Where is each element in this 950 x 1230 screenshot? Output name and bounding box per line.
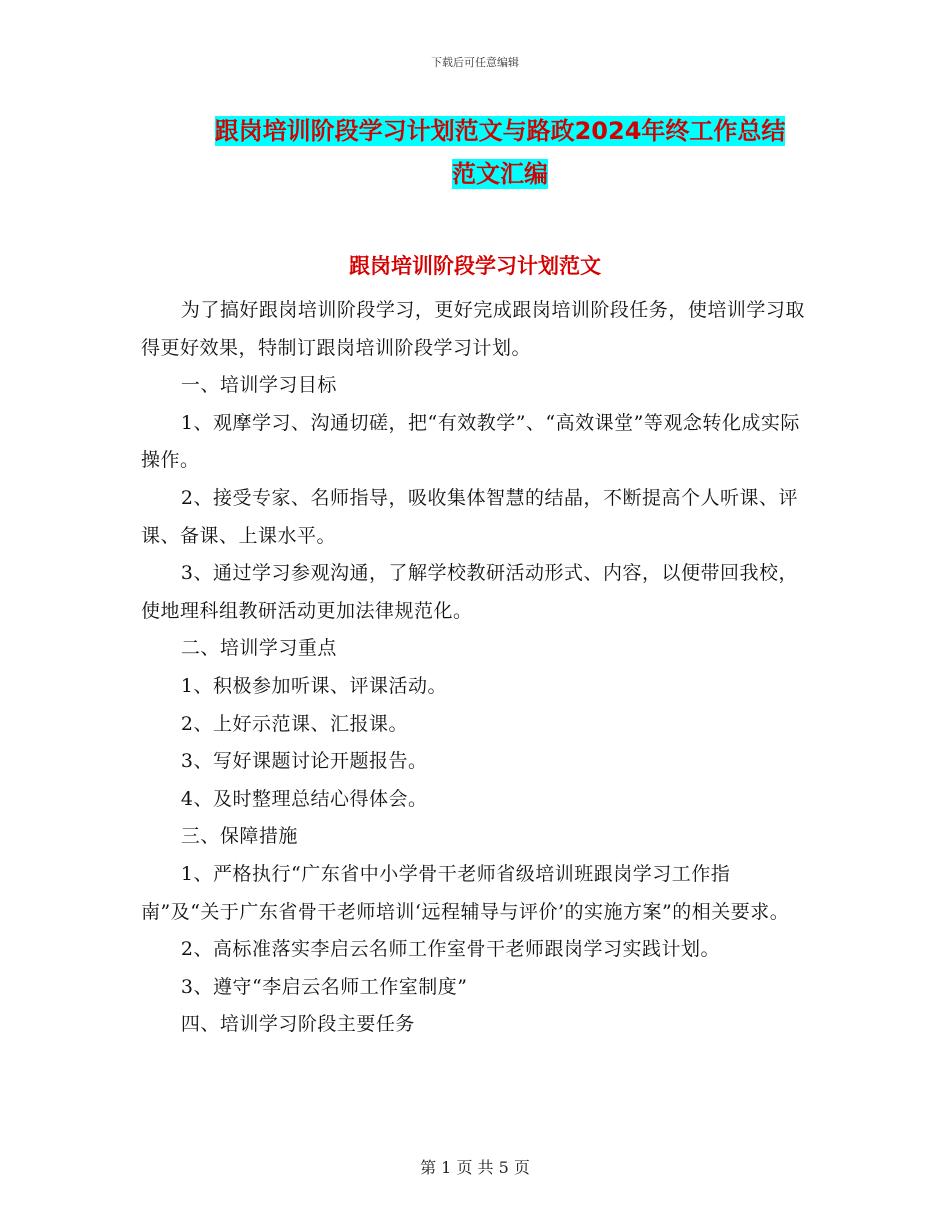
paragraph: 3、写好课题讨论开题报告。: [180, 750, 428, 773]
paragraph: 1、严格执行“广东省中小学骨干老师省级培训班跟岗学习工作指南”及“关于广东省骨干老师培训‘远程辅导与评价’的实施方案”的相关要求。: [141, 862, 790, 923]
paragraph: 2、高标准落实李启云名师工作室骨干老师跟岗学习实践计划。: [180, 938, 720, 961]
heading-goals: 一、培训学习目标: [180, 374, 337, 397]
document-title-line-1: 跟岗培训阶段学习计划范文与路政2024年终工作总结: [214, 117, 786, 145]
section-title: 跟岗培训阶段学习计划范文: [349, 254, 601, 278]
heading-tasks: 四、培训学习阶段主要任务: [180, 1013, 415, 1036]
paragraph: 为了搞好跟岗培训阶段学习，更好完成跟岗培训阶段任务，使培训学习取得更好效果，特制订跟岗培训阶段学习计划。: [141, 299, 805, 359]
header-note: 下载后可任意编辑: [431, 56, 519, 69]
document-title: [100, 110, 900, 196]
paragraph: 1、积极参加听课、评课活动。: [180, 674, 447, 697]
document-title-line-2: 范文汇编: [452, 160, 548, 188]
body-text: [141, 292, 809, 1044]
paragraph: 3、遵守“李启云名师工作室制度”: [180, 975, 468, 998]
paragraph: 2、上好示范课、汇报课。: [180, 712, 408, 735]
paragraph: 4、及时整理总结心得体会。: [180, 787, 428, 810]
paragraph: 3、通过学习参观沟通，了解学校教研活动形式、内容，以便带回我校，使地理科组教研活动更加法律规范化。: [141, 562, 798, 622]
paragraph: 1、观摩学习、沟通切磋，把“有效教学”、“高效课堂”等观念转化成实际操作。: [141, 411, 800, 472]
paragraph: 2、接受专家、名师指导，吸收集体智慧的结晶，不断提高个人听课、评课、备课、上课水平。: [141, 486, 798, 547]
page-footer: 第 1 页 共 5 页: [420, 1158, 530, 1177]
heading-focus: 二、培训学习重点: [180, 637, 337, 660]
heading-measures: 三、保障措施: [180, 825, 298, 848]
